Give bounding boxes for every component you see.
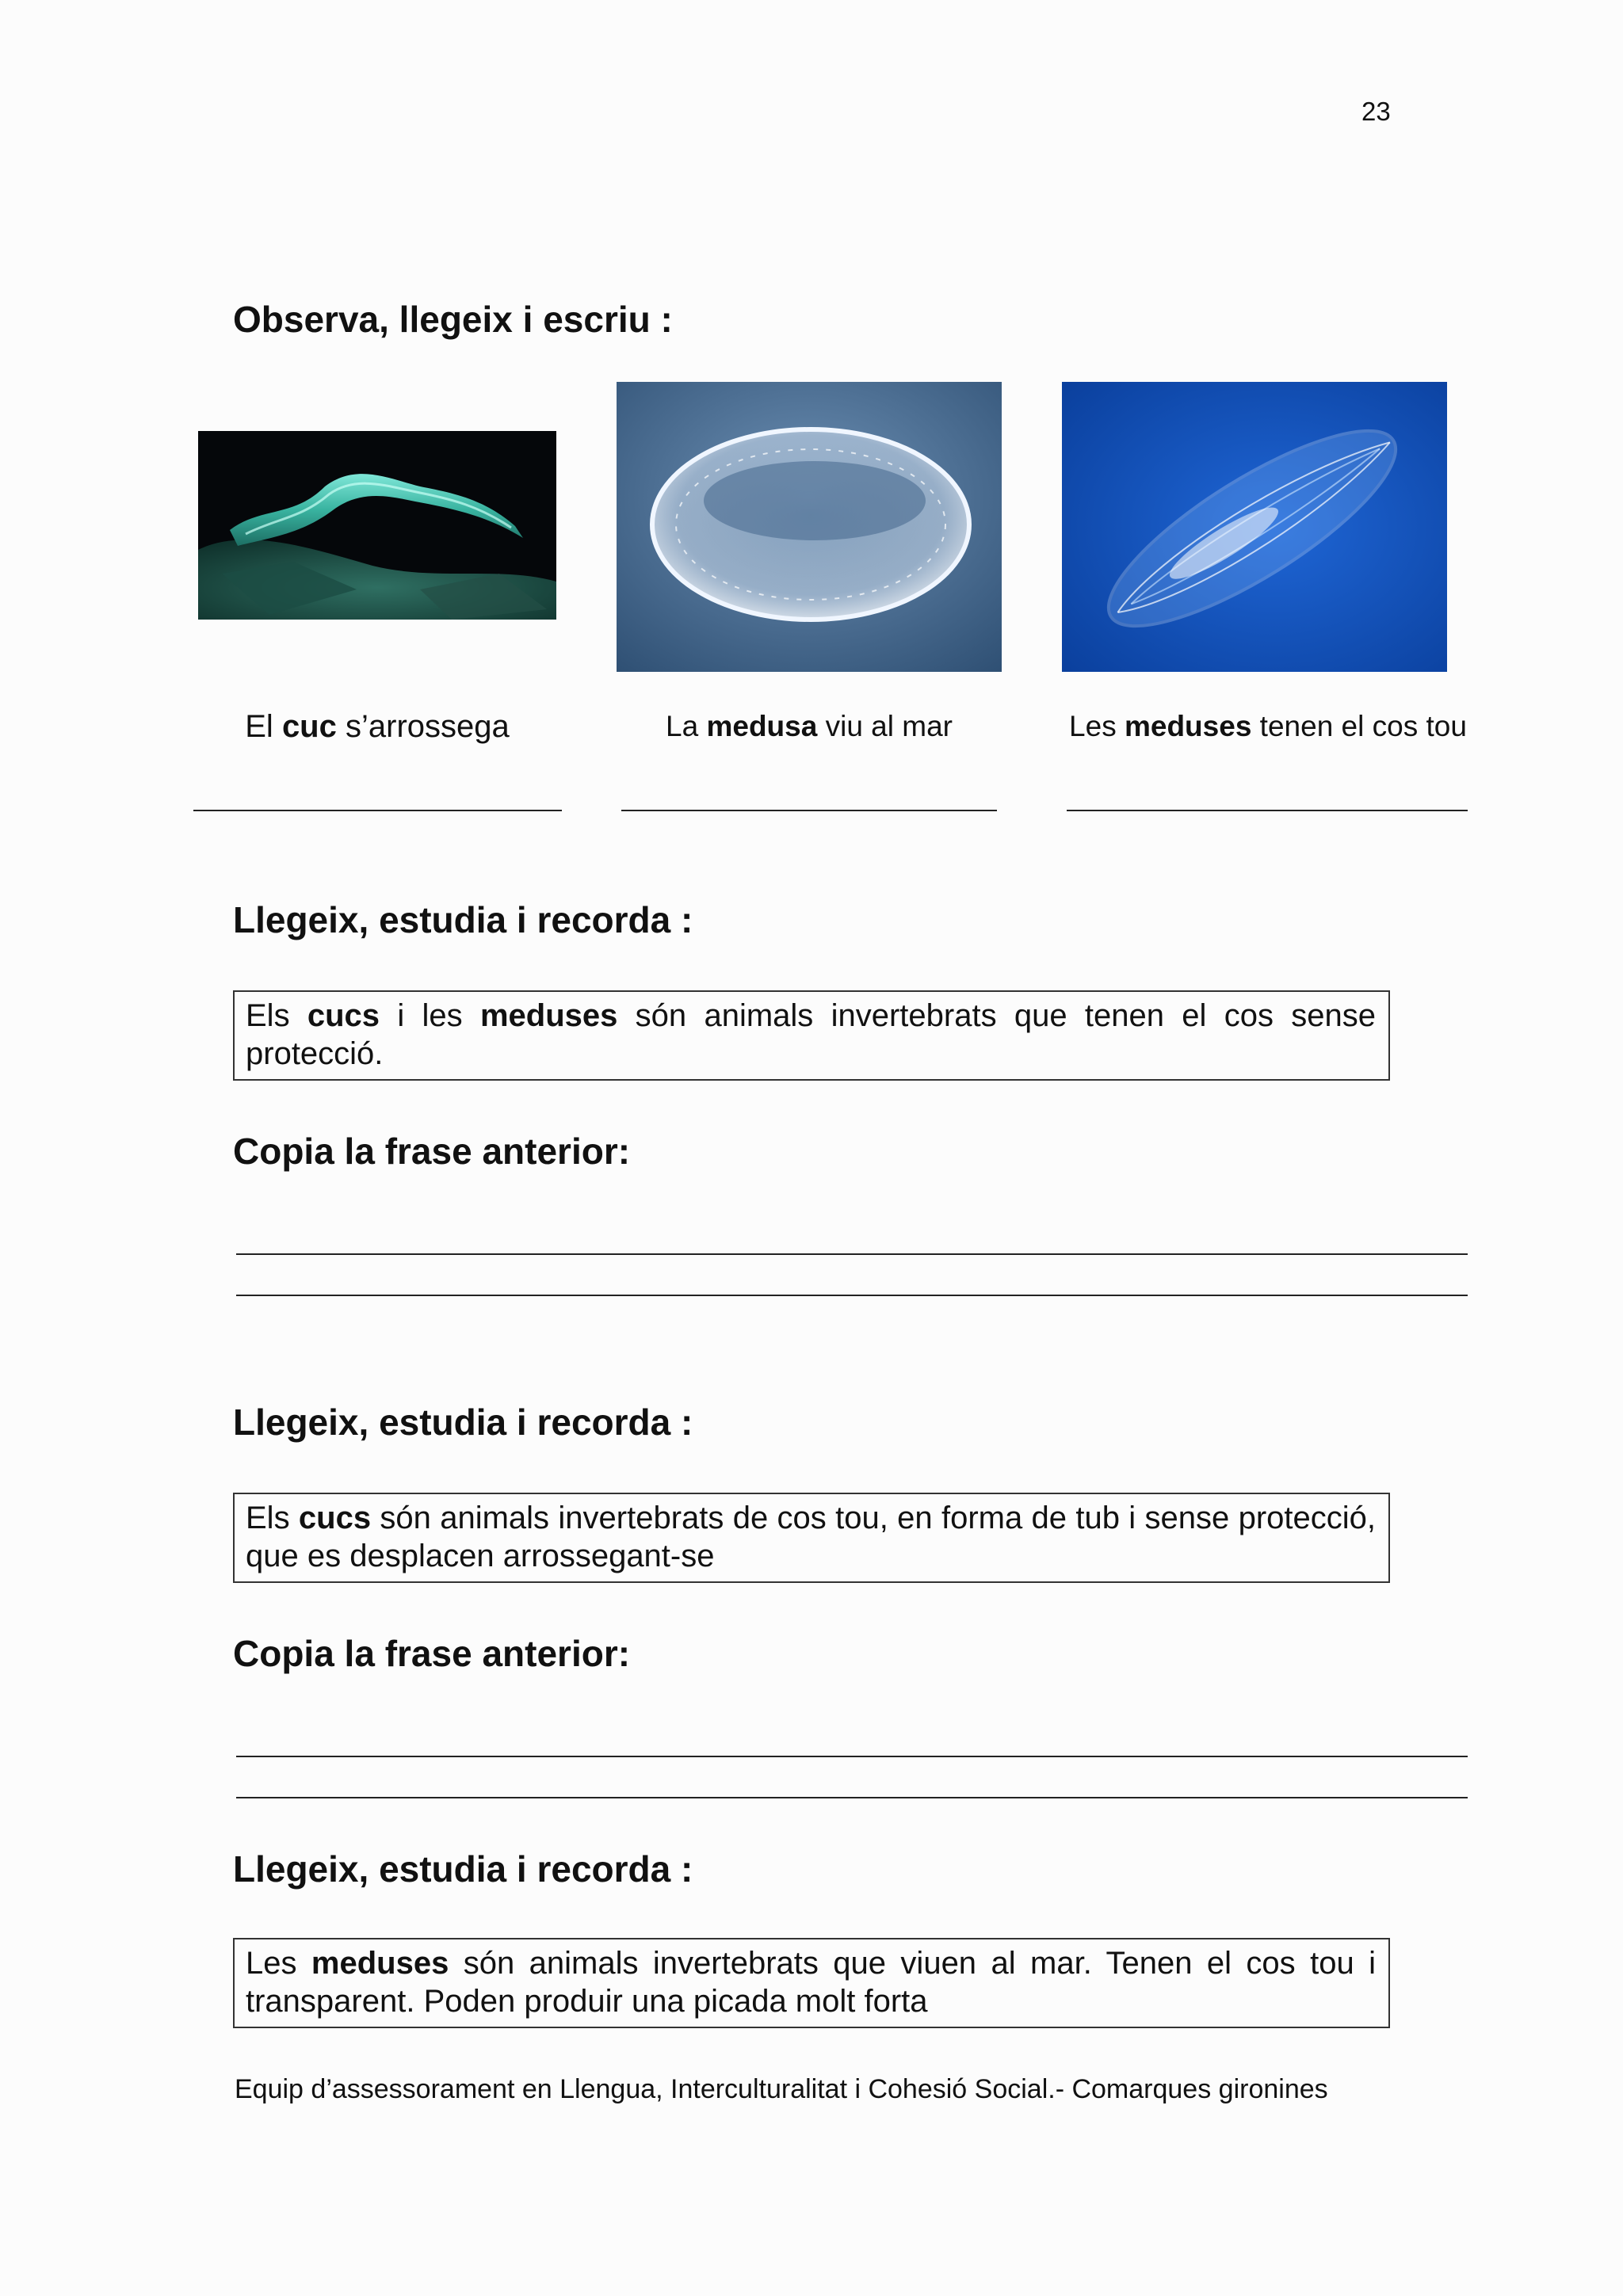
rule-3-part-2: són animals invertebrats que viuen al mar. Tenen el cos tou i transparent. Poden produir una picada molt forta — [246, 1946, 1376, 2019]
answer-line-3[interactable] — [1067, 810, 1468, 811]
rule-1-part-1: Els — [246, 998, 307, 1033]
caption-jellyfishes-post: tenen el cos tou — [1251, 710, 1467, 742]
rule-box-1 — [233, 990, 1390, 1081]
rule-box-3 — [233, 1938, 1390, 2028]
caption-jellyfish-post: viu al mar — [817, 710, 953, 742]
caption-jellyfish-pre: La — [666, 710, 707, 742]
rule-2-part-1: Els — [246, 1501, 299, 1535]
caption-worm-post: s’arrossega — [336, 709, 510, 744]
rule-3-bold-1: meduses — [311, 1946, 449, 1981]
caption-jellyfish-bold: medusa — [706, 710, 818, 742]
rule-1-bold-1: cucs — [307, 998, 380, 1033]
section-heading-study-3: Llegeix, estudia i recorda : — [233, 1848, 693, 1890]
rule-box-2 — [233, 1493, 1390, 1583]
copy-heading-1: Copia la frase anterior: — [233, 1131, 631, 1172]
rule-1-bold-2: meduses — [479, 998, 618, 1033]
rule-3-part-1: Les — [246, 1946, 311, 1981]
caption-jellyfishes — [1062, 709, 1474, 744]
rule-2-part-2: són animals invertebrats de cos tou, en forma de tub i sense protecció, que es desplacen arrossegant-se — [246, 1501, 1376, 1573]
copy-line-1a[interactable] — [236, 1253, 1468, 1255]
caption-worm-bold: cuc — [281, 709, 337, 744]
caption-jellyfish — [617, 709, 1002, 744]
jellyfish-photo — [617, 382, 1002, 672]
comb-jelly-photo — [1062, 382, 1447, 672]
caterpillar-photo — [198, 431, 556, 620]
rule-2-bold-1: cucs — [298, 1501, 372, 1535]
section-heading-observe: Observa, llegeix i escriu : — [233, 299, 673, 340]
answer-line-1[interactable] — [193, 810, 562, 811]
section-heading-study-2: Llegeix, estudia i recorda : — [233, 1402, 693, 1443]
rule-1-part-3: són animals invertebrats que tenen el cos sense protecció. — [246, 998, 1377, 1071]
page-number: 23 — [1361, 97, 1391, 126]
caption-worm-pre: El — [245, 709, 282, 744]
copy-line-1b[interactable] — [236, 1295, 1468, 1296]
copy-line-2a[interactable] — [236, 1756, 1468, 1757]
footer-credit: Equip d’assessorament en Llengua, Interculturalitat i Cohesió Social.- Comarques gironines — [235, 2074, 1328, 2104]
copy-line-2b[interactable] — [236, 1797, 1468, 1798]
caption-jellyfishes-pre: Les — [1069, 710, 1125, 742]
caption-worm — [198, 709, 556, 744]
caption-jellyfishes-bold: meduses — [1124, 710, 1252, 742]
rule-1-part-2: i les — [380, 998, 480, 1033]
answer-line-2[interactable] — [621, 810, 997, 811]
copy-heading-2: Copia la frase anterior: — [233, 1633, 631, 1674]
section-heading-study-1: Llegeix, estudia i recorda : — [233, 899, 693, 940]
